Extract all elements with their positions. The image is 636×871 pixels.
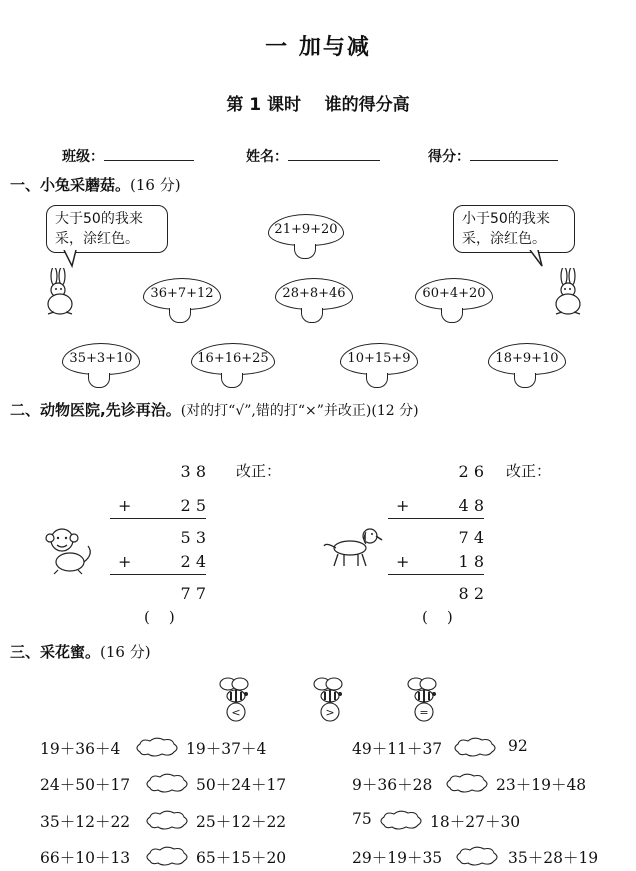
- class-line[interactable]: [104, 146, 194, 161]
- mushroom-4-label: 60+4+20: [415, 278, 493, 310]
- bubble-right-line1: 小于50的我来: [462, 211, 550, 227]
- bee-equals-symbol: =: [419, 706, 429, 719]
- mushroom-3-label: 28+8+46: [275, 278, 353, 310]
- mushroom-5[interactable]: [62, 343, 142, 393]
- page-title: 一 加与减: [265, 35, 371, 60]
- dog-icon: [322, 524, 384, 570]
- lesson-title: [0, 90, 636, 115]
- p1-correction-label: 改正：: [236, 462, 282, 480]
- cmp-right-1-cloud[interactable]: [452, 736, 498, 758]
- mushroom-2[interactable]: [143, 278, 223, 328]
- p1-row-b: 2 5: [180, 496, 206, 515]
- mushroom-8-label: 18+9+10: [488, 343, 566, 375]
- speech-bubble-right: [453, 205, 575, 253]
- cmp-right-2-cloud[interactable]: [444, 772, 490, 794]
- mushroom-4-stem: [441, 308, 463, 323]
- section1-title: 一、小兔采蘑菇。: [10, 176, 131, 194]
- mushroom-6-label: 16+16+25: [191, 343, 275, 375]
- cmp-right-1-b: 92: [508, 737, 528, 755]
- cmp-left-3-cloud[interactable]: [144, 809, 190, 831]
- p2-row-mid: 7 4: [458, 528, 484, 547]
- bubble-left-line1: 大于50的我来: [55, 211, 143, 227]
- p1-answer-box[interactable]: ( ): [144, 608, 175, 626]
- cmp-right-2-b: 23＋19＋48: [496, 776, 587, 794]
- rabbit-right-icon: [548, 268, 588, 318]
- bee-less-than-icon: [214, 674, 254, 724]
- cmp-right-4-cloud[interactable]: [454, 845, 500, 867]
- mushroom-6-stem: [221, 373, 243, 388]
- bee-less-than-symbol: <: [231, 706, 241, 719]
- vertical-problem-1: [100, 462, 220, 632]
- mushroom-7-stem: [366, 373, 388, 388]
- bubble-right-line2: 采，涂红色。: [462, 231, 546, 247]
- mushroom-8-stem: [514, 373, 536, 388]
- name-field[interactable]: [246, 146, 380, 166]
- cmp-right-3-cloud[interactable]: [378, 809, 424, 831]
- mushroom-1-label: 21+9+20: [268, 214, 344, 246]
- bubble-left-line2: 采，涂红色。: [55, 231, 139, 247]
- p2-op-2: +: [396, 552, 410, 571]
- cmp-right-2-a: 9＋36＋28: [352, 776, 433, 794]
- p1-line-1: [110, 518, 206, 519]
- cmp-right-4-b: 35＋28＋19: [508, 849, 599, 867]
- cmp-right-3-b: 18＋27＋30: [430, 813, 521, 831]
- p2-row-b: 4 8: [458, 496, 484, 515]
- p1-row-a: 3 8: [180, 462, 206, 481]
- p2-answer-box[interactable]: ( ): [422, 608, 453, 626]
- cmp-left-1-b: 19＋37＋4: [186, 740, 267, 758]
- mushroom-8[interactable]: [488, 343, 568, 393]
- bubble-left-tail: [60, 250, 90, 270]
- cmp-right-3-a: 75: [352, 810, 372, 828]
- p2-row-result: 8 2: [458, 584, 484, 603]
- mushroom-1-stem: [294, 244, 316, 259]
- mushroom-2-stem: [169, 308, 191, 323]
- bee-equals-icon: [402, 674, 442, 724]
- p2-correction-label: 改正：: [506, 462, 552, 480]
- cmp-left-2-a: 24＋50＋17: [40, 776, 131, 794]
- p1-row-mid: 5 3: [180, 528, 206, 547]
- cmp-left-4-a: 66＋10＋13: [40, 849, 131, 867]
- p2-row-c: 1 8: [458, 552, 484, 571]
- mushroom-7[interactable]: [340, 343, 420, 393]
- bee-greater-than-symbol: >: [325, 706, 335, 719]
- mushroom-1[interactable]: [268, 214, 348, 264]
- mushroom-7-label: 10+15+9: [340, 343, 418, 375]
- mushroom-4[interactable]: [415, 278, 495, 328]
- cmp-left-3-b: 25＋12＋22: [196, 813, 287, 831]
- mushroom-6[interactable]: [191, 343, 275, 393]
- bee-greater-than-icon: [308, 674, 348, 724]
- p1-line-2: [110, 574, 206, 575]
- cmp-left-2-b: 50＋24＋17: [196, 776, 287, 794]
- p2-line-2: [388, 574, 484, 575]
- p2-line-1: [388, 518, 484, 519]
- monkey-icon: [40, 524, 96, 576]
- p2-op-1: +: [396, 496, 410, 515]
- section1-heading: [10, 174, 181, 195]
- cmp-left-2-cloud[interactable]: [144, 772, 190, 794]
- score-label: 得分：: [428, 149, 470, 165]
- mushroom-5-stem: [88, 373, 110, 388]
- mushroom-2-label: 36+7+12: [143, 278, 221, 310]
- section2-title: 二、动物医院,先诊再治。: [10, 401, 181, 419]
- cmp-left-3-a: 35＋12＋22: [40, 813, 131, 831]
- bubble-right-tail: [524, 250, 554, 270]
- lesson-name: 谁的得分高: [324, 95, 410, 115]
- cmp-left-4-cloud[interactable]: [144, 845, 190, 867]
- score-line[interactable]: [470, 146, 558, 161]
- name-line[interactable]: [288, 146, 380, 161]
- name-label: 姓名：: [246, 149, 288, 165]
- cmp-right-1-a: 49＋11＋37: [352, 740, 443, 758]
- class-label: 班级：: [62, 149, 104, 165]
- mushroom-3-stem: [301, 308, 323, 323]
- cmp-left-1-cloud[interactable]: [134, 736, 180, 758]
- section2-note: (对的打“√”,错的打“×”并改正)(12 分): [180, 403, 419, 419]
- vertical-problem-2: [378, 462, 498, 632]
- lesson-number: 第 1 课时: [226, 95, 301, 115]
- cmp-left-1-a: 19＋36＋4: [40, 740, 121, 758]
- class-field[interactable]: [62, 146, 194, 166]
- section1-points: (16 分): [130, 176, 181, 194]
- p1-op-2: +: [118, 552, 132, 571]
- speech-bubble-left: [46, 205, 168, 253]
- section3-title: 三、采花蜜。: [10, 643, 101, 661]
- cmp-left-4-b: 65＋15＋20: [196, 849, 287, 867]
- section2-heading: [10, 399, 419, 420]
- score-field[interactable]: [428, 146, 558, 166]
- cmp-right-4-a: 29＋19＋35: [352, 849, 443, 867]
- p1-op-1: +: [118, 496, 132, 515]
- p2-row-a: 2 6: [458, 462, 484, 481]
- p1-row-result: 7 7: [180, 584, 206, 603]
- mushroom-5-label: 35+3+10: [62, 343, 140, 375]
- mushroom-3[interactable]: [275, 278, 355, 328]
- rabbit-left-icon: [40, 268, 80, 318]
- section3-heading: [10, 641, 151, 662]
- p1-row-c: 2 4: [180, 552, 206, 571]
- section3-points: (16 分): [100, 643, 151, 661]
